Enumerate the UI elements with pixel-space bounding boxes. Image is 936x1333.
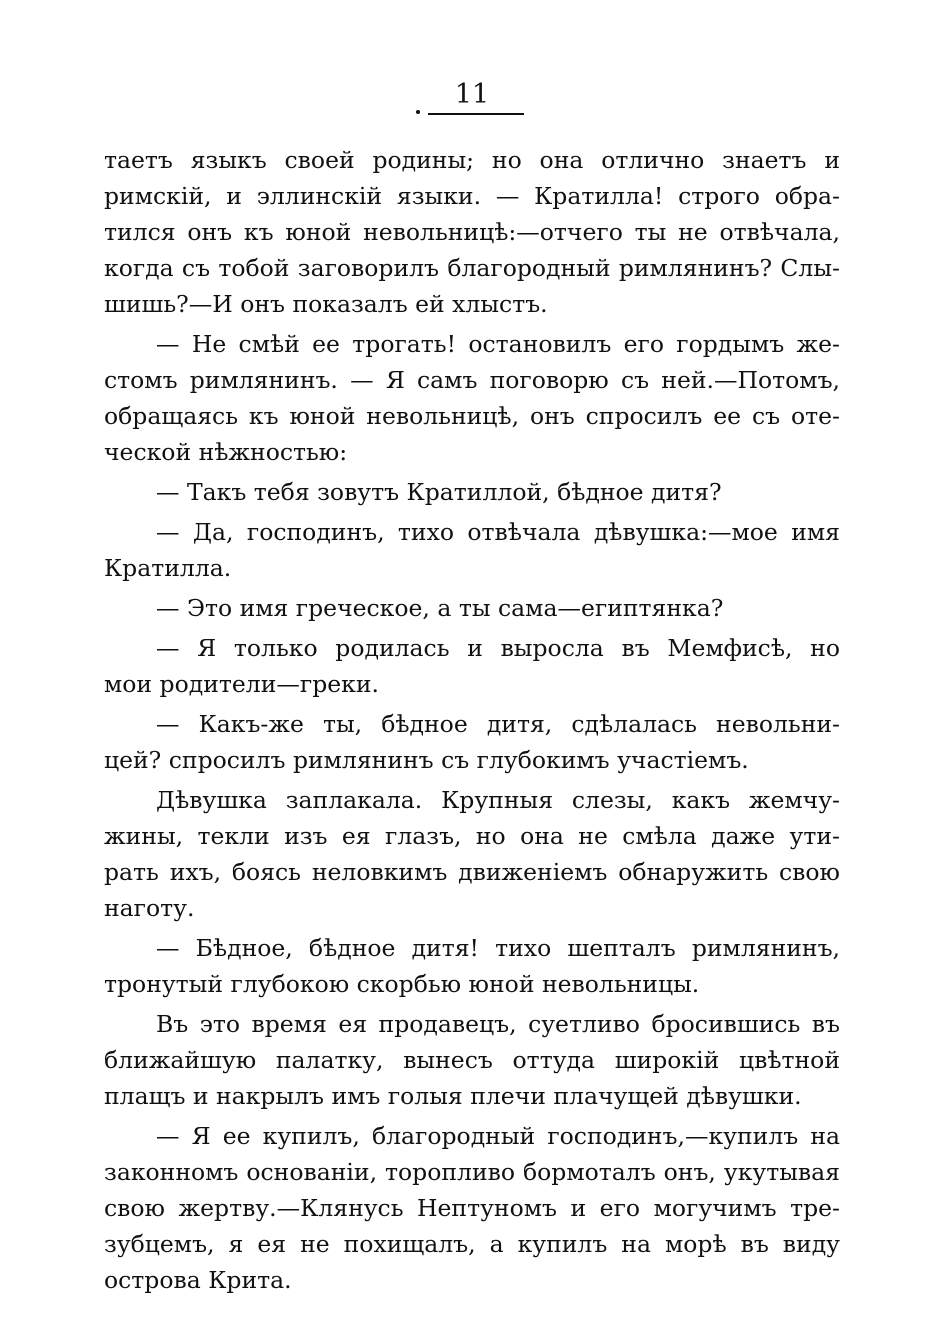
text-line: — Не смѣй ее трогать! остановилъ его гордымъ же- [156, 330, 840, 358]
text-line: мои родители—греки. [104, 670, 379, 698]
text-line: ческой нѣжностью: [104, 438, 348, 466]
text-line: тился онъ къ юной невольницѣ:—отчего ты не отвѣчала, [104, 218, 840, 246]
text-line: — Такъ тебя зовутъ Кратиллой, бѣдное дитя? [156, 478, 722, 506]
header-rule [428, 113, 524, 115]
header-dot [416, 110, 420, 114]
text-line: обращаясь къ юной невольницѣ, онъ спросилъ ее съ оте- [104, 402, 840, 430]
page-number: 11 [454, 79, 490, 110]
text-line: ближайшую палатку, вынесъ оттуда широкій цвѣтной [104, 1046, 840, 1074]
text-line: Въ это время ея продавецъ, суетливо бросившись въ [156, 1010, 840, 1038]
text-line: цей? спросилъ римлянинъ съ глубокимъ участіемъ. [104, 746, 749, 774]
text-line: наготу. [104, 894, 195, 922]
text-line: — Я только родилась и выросла въ Мемфисѣ, но [156, 634, 840, 662]
page-text [104, 142, 840, 1298]
text-line: рать ихъ, боясь неловкимъ движеніемъ обнаружить свою [104, 858, 840, 886]
text-line: Кратилла. [104, 554, 232, 582]
text-line: шишь?—И онъ показалъ ей хлыстъ. [104, 290, 548, 318]
text-line: законномъ основаніи, торопливо бормоталъ онъ, укутывая [104, 1158, 840, 1186]
text-line: острова Крита. [104, 1266, 292, 1294]
text-line: тронутый глубокою скорбью юной невольницы. [104, 970, 700, 998]
text-line: плащъ и накрылъ имъ голыя плечи плачущей дѣвушки. [104, 1082, 802, 1110]
text-line: свою жертву.—Клянусь Нептуномъ и его могучимъ тре- [104, 1194, 840, 1222]
text-line: — Бѣдное, бѣдное дитя! тихо шепталъ римлянинъ, [156, 934, 840, 962]
text-line: — Это имя греческое, а ты сама—египтянка? [156, 594, 724, 622]
text-line: когда съ тобой заговорилъ благородный римлянинъ? Слы- [104, 254, 840, 282]
text-line: таетъ языкъ своей родины; но она отлично знаетъ и [104, 146, 840, 174]
text-line: — Я ее купилъ, благородный господинъ,—купилъ на [156, 1122, 840, 1150]
text-line: жины, текли изъ ея глазъ, но она не смѣла даже ути- [104, 822, 840, 850]
text-line: Дѣвушка заплакала. Крупныя слезы, какъ жемчу- [156, 786, 840, 814]
text-line: — Да, господинъ, тихо отвѣчала дѣвушка:—мое имя [156, 518, 840, 546]
text-line: римскій, и эллинскій языки. — Кратилла! строго обра- [104, 182, 840, 210]
text-line: стомъ римлянинъ. — Я самъ поговорю съ ней.—Потомъ, [104, 366, 840, 394]
text-line: зубцемъ, я ея не похищалъ, а купилъ на морѣ въ виду [104, 1230, 840, 1258]
text-line: — Какъ-же ты, бѣдное дитя, сдѣлалась невольни- [156, 710, 840, 738]
